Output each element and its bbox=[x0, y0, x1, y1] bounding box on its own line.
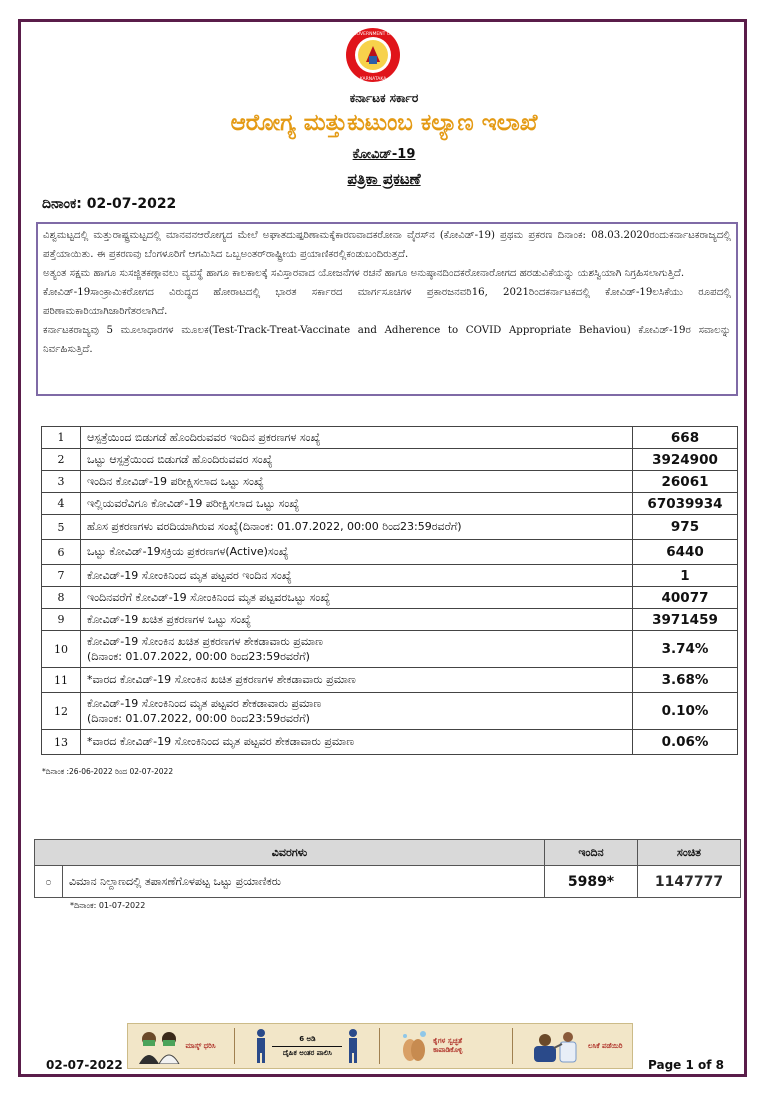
row-label: ಕೋವಿಡ್-19 ಖಚಿತ ಪ್ರಕರಣಗಳ ಒಟ್ಟು ಸಂಖ್ಯೆ bbox=[81, 609, 633, 631]
row-value: 0.10% bbox=[633, 693, 738, 730]
table-row bbox=[42, 693, 738, 730]
covid-heading: ಕೋವಿಡ್-19 bbox=[352, 147, 416, 162]
row-label: ವಿಮಾನ ನಿಲ್ದಾಣದಲ್ಲಿ ತಪಾಸಣೆಗೊಳಪಟ್ಟ ಒಟ್ಟು ಪ್ರಯಾಣಿಕರು bbox=[63, 866, 545, 898]
row-label: ಒಟ್ಟು ಕೋವಿಡ್-19ಸಕ್ರಿಯ ಪ್ರಕರಣಗಳ(Active)ಸಂಖ್ಯೆ bbox=[81, 540, 633, 565]
row-value: 26061 bbox=[633, 471, 738, 493]
row-number: 10 bbox=[42, 631, 81, 668]
row-number: 11 bbox=[42, 668, 81, 693]
row-label: ಕೋವಿಡ್-19 ಸೋಂಕಿನಿಂದ ಮೃತ ಪಟ್ಟವರ ಇಂದಿನ ಸಂಖ್ಯೆ bbox=[81, 565, 633, 587]
table-row bbox=[42, 515, 738, 540]
column-header-cumulative: ಸಂಚಿತ bbox=[638, 840, 741, 866]
vaccine-label: ಲಸಿಕೆ ಪಡೆಯಿರಿ bbox=[587, 1041, 623, 1050]
covid-stats-table bbox=[41, 426, 738, 755]
mask-label: ಮಾಸ್ಕ್ ಧರಿಸಿ bbox=[185, 1041, 216, 1050]
table-row bbox=[42, 540, 738, 565]
table-row bbox=[42, 427, 738, 449]
row-label: ಇಲ್ಲಿಯವರೆವಿಗೂ ಕೋವಿಡ್-19 ಪರೀಕ್ಷಿಸಲಾದ ಒಟ್ಟು ಸಂಖ್ಯೆ bbox=[81, 493, 633, 515]
row-value: 1 bbox=[633, 565, 738, 587]
footer-date: 02-07-2022 bbox=[46, 1058, 123, 1072]
row-value: 3924900 bbox=[633, 449, 738, 471]
row-number: 6 bbox=[42, 540, 81, 565]
distance-label: ದೈಹಿಕ ಅಂತರ ಪಾಲಿಸಿ bbox=[282, 1048, 332, 1057]
intro-paragraph: ಅತ್ಯಂತ ಸಕ್ಷಮ ಹಾಗೂ ಸುಸಜ್ಜಿತಕಣ್ಗಾವಲು ವ್ಯವಸ್ಥೆ ಹಾಗೂ ಕಾಲಕಾಲಕ್ಕೆ ಸವಿಸ್ತಾರವಾದ ಯೋಜನೆಗಳ ರಚನೆ ಹಾಗೂ ಅನುಷ್ಠಾನದಿಂದಕರೋನಾರೋಗದ ಹರಡುವಿಕೆಯನ್ನು ಯಶಸ್ವಿಯಾಗಿ ನಿಗ್ರಹಿಸಲಾಗುತ್ತಿದೆ. bbox=[43, 268, 685, 279]
table-row bbox=[42, 730, 738, 755]
svg-text:GOVERNMENT OF: GOVERNMENT OF bbox=[353, 32, 393, 37]
row-label: ಇಂದಿನ ಕೋವಿಡ್-19 ಪರೀಕ್ಷಿಸಲಾದ ಒಟ್ಟು ಸಂಖ್ಯೆ bbox=[81, 471, 633, 493]
mask-icon bbox=[137, 1028, 181, 1064]
row-value: 3971459 bbox=[633, 609, 738, 631]
row-value: 975 bbox=[633, 515, 738, 540]
row-number: 3 bbox=[42, 471, 81, 493]
row-label bbox=[81, 631, 633, 668]
distance-panel bbox=[254, 1028, 360, 1064]
weekly-footnote: *ದಿನಾಂಕ :26-06-2022 ರಿಂದ 02-07-2022 bbox=[42, 767, 174, 776]
banner-divider bbox=[379, 1028, 380, 1064]
column-header-today: ಇಂದಿನ bbox=[545, 840, 638, 866]
table-row bbox=[42, 609, 738, 631]
row-value: 67039934 bbox=[633, 493, 738, 515]
row-number: 7 bbox=[42, 565, 81, 587]
row-label bbox=[81, 693, 633, 730]
intro-paragraph: ವಿಶ್ವಮಟ್ಟದಲ್ಲಿ ಮತ್ತುರಾಷ್ಟ್ರಮಟ್ಟದಲ್ಲಿ ಮಾನವನಆರೋಗ್ಯದ ಮೇಲೆ ಅಘಾತದುಷ್ಪರಿಣಾಮಕ್ಕೆಕಾರಣವಾದಕರೋನಾ ವೈರಸ್‌ನ (ಕೋವಿಡ್-19) ಪ್ರಥಮ ಪ್ರಕರಣ ದಿನಾಂಕ: 08.03.2020ರಂದುಕರ್ನಾಟಕರಾಜ್ಯದಲ್ಲಿ ಪತ್ತೆಯಾಯಿತು. ಈ ಪ್ರಕರಣವು ಬೆಂಗಳೂರಿಗೆ ಆಗಮಿಸಿದ ಒಬ್ಬಅಂತರ್‌ರಾಷ್ಟ್ರೀಯ ಪ್ರಯಾಣಿಕರಲ್ಲಿಕಂಡುಬಂದಿರುತ್ತದೆ. bbox=[43, 230, 731, 260]
person-icon bbox=[254, 1028, 268, 1064]
table-row bbox=[35, 866, 741, 898]
row-label-line1: ಕೋವಿಡ್-19 ಸೋಂಕಿನಿಂದ ಮೃತ ಪಟ್ಟವರ ಶೇಕಡಾವಾರು ಪ್ರಮಾಣ bbox=[87, 697, 322, 710]
intro-paragraph: ಕೋವಿಡ್-19ಸಾಂಕ್ರಾಮಿಕರೋಗದ ವಿರುದ್ಧದ ಹೋರಾಟದಲ್ಲಿ ಭಾರತ ಸರ್ಕಾರದ ಮಾರ್ಗಸೂಚಿಗಳ ಪ್ರಕಾರಜನವರಿ16, 2021ರಿಂದಕರ್ನಾಟಕದಲ್ಲಿ ಕೋವಿಡ್-19ಲಸಿಕೆಯು ರೂಪದಲ್ಲಿ ಪರಿಣಾಮಕಾರಿಯಾಗಿಜಾರಿಗೆತರಲಾಗಿದೆ. bbox=[43, 287, 731, 317]
vaccine-panel bbox=[532, 1028, 623, 1064]
table-row bbox=[42, 668, 738, 693]
row-label-line1: ಕೋವಿಡ್-19 ಸೋಂಕಿನ ಖಚಿತ ಪ್ರಕರಣಗಳ ಶೇಕಡಾವಾರು ಪ್ರಮಾಣ bbox=[87, 635, 323, 648]
handwash-panel bbox=[399, 1028, 493, 1064]
table-row bbox=[42, 493, 738, 515]
release-date: ದಿನಾಂಕ: 02-07-2022 bbox=[42, 196, 177, 212]
department-title: ಆರೋಗ್ಯ ಮತ್ತುಕುಟುಂಬ ಕಲ್ಯಾಣ ಇಲಾಖೆ bbox=[230, 110, 538, 136]
row-value: 40077 bbox=[633, 587, 738, 609]
handwash-label: ಕೈಗಳ ಸ್ವಚ್ಛತೆ ಕಾಪಾಡಿಕೊಳ್ಳಿ bbox=[433, 1037, 463, 1054]
row-number: 1 bbox=[42, 427, 81, 449]
table-row bbox=[42, 587, 738, 609]
banner-divider bbox=[512, 1028, 513, 1064]
handwash-icon bbox=[399, 1028, 429, 1064]
covid-guidelines-banner bbox=[127, 1023, 633, 1069]
row-label: *ವಾರದ ಕೋವಿಡ್-19 ಸೋಂಕಿನ ಖಚಿತ ಪ್ರಕರಣಗಳ ಶೇಕಡಾವಾರು ಪ್ರಮಾಣ bbox=[81, 668, 633, 693]
svg-text:KARNATAKA: KARNATAKA bbox=[359, 77, 387, 82]
row-value: 6440 bbox=[633, 540, 738, 565]
column-header-details: ವಿವರಗಳು bbox=[35, 840, 545, 866]
row-label-line2: (ದಿನಾಂಕ: 01.07.2022, 00:00 ರಿಂದ23:59ರವರೆಗೆ) bbox=[87, 712, 310, 725]
table-row bbox=[42, 565, 738, 587]
cumulative-value: 1147777 bbox=[638, 866, 741, 898]
distance-arrow bbox=[272, 1046, 342, 1047]
intro-box bbox=[36, 222, 738, 396]
table-row bbox=[42, 449, 738, 471]
mask-panel bbox=[137, 1028, 215, 1064]
press-release-heading: ಪತ್ರಿಕಾ ಪ್ರಕಟಣೆ bbox=[347, 170, 421, 188]
row-value: 3.68% bbox=[633, 668, 738, 693]
distance-text bbox=[272, 1035, 342, 1058]
row-label: ಒಟ್ಟು ಆಸ್ಪತ್ರೆಯಿಂದ ಬಿಡುಗಡೆ ಹೊಂದಿರುವವರ ಸಂಖ್ಯೆ bbox=[81, 449, 633, 471]
table-header-row bbox=[35, 840, 741, 866]
row-label: *ವಾರದ ಕೋವಿಡ್-19 ಸೋಂಕಿನಿಂದ ಮೃತ ಪಟ್ಟವರ ಶೇಕಡಾವಾರು ಪ್ರಮಾಣ bbox=[81, 730, 633, 755]
today-value: 5989* bbox=[545, 866, 638, 898]
airport-footnote: *ದಿನಾಂಕ: 01-07-2022 bbox=[70, 901, 146, 910]
row-number: 4 bbox=[42, 493, 81, 515]
distance-value: 6 ಅಡಿ bbox=[299, 1034, 316, 1043]
row-number: ೦ bbox=[35, 866, 63, 898]
row-number: 9 bbox=[42, 609, 81, 631]
row-value: 3.74% bbox=[633, 631, 738, 668]
person-icon bbox=[346, 1028, 360, 1064]
vaccine-icon bbox=[532, 1028, 584, 1064]
row-label-line2: (ದಿನಾಂಕ: 01.07.2022, 00:00 ರಿಂದ23:59ರವರೆಗೆ) bbox=[87, 650, 310, 663]
intro-paragraph: ಕರ್ನಾಟಕರಾಜ್ಯವು 5 ಮೂಲಾಧಾರಗಳ ಮೂಲಕ(Test-Track-Treat-Vaccinate and Adherence to COVID Appropriate Behaviou) ಕೋವಿಡ್-19ರ ಸವಾಲನ್ನು ನಿರ್ವಹಿಸುತ್ತಿದೆ. bbox=[43, 325, 731, 355]
table-row bbox=[42, 631, 738, 668]
row-label: ಆಸ್ಪತ್ರೆಯಿಂದ ಬಿಡುಗಡೆ ಹೊಂದಿರುವವರ ಇಂದಿನ ಪ್ರಕರಣಗಳ ಸಂಖ್ಯೆ bbox=[81, 427, 633, 449]
airport-screening-table bbox=[34, 839, 741, 898]
government-name: ಕರ್ನಾಟಕ ಸರ್ಕಾರ bbox=[349, 91, 419, 105]
row-number: 8 bbox=[42, 587, 81, 609]
row-number: 12 bbox=[42, 693, 81, 730]
row-value: 0.06% bbox=[633, 730, 738, 755]
banner-divider bbox=[234, 1028, 235, 1064]
row-label: ಹೊಸ ಪ್ರಕರಣಗಳು ವರದಿಯಾಗಿರುವ ಸಂಖ್ಯೆ(ದಿನಾಂಕ: 01.07.2022, 00:00 ರಿಂದ23:59ರವರೆಗೆ) bbox=[81, 515, 633, 540]
row-value: 668 bbox=[633, 427, 738, 449]
table-row bbox=[42, 471, 738, 493]
row-number: 5 bbox=[42, 515, 81, 540]
row-number: 2 bbox=[42, 449, 81, 471]
page-number: Page 1 of 8 bbox=[648, 1058, 724, 1072]
row-number: 13 bbox=[42, 730, 81, 755]
row-label: ಇಂದಿನವರೆಗೆ ಕೋವಿಡ್-19 ಸೋಂಕಿನಿಂದ ಮೃತ ಪಟ್ಟವರಒಟ್ಟು ಸಂಖ್ಯೆ bbox=[81, 587, 633, 609]
karnataka-emblem-icon bbox=[333, 26, 413, 84]
